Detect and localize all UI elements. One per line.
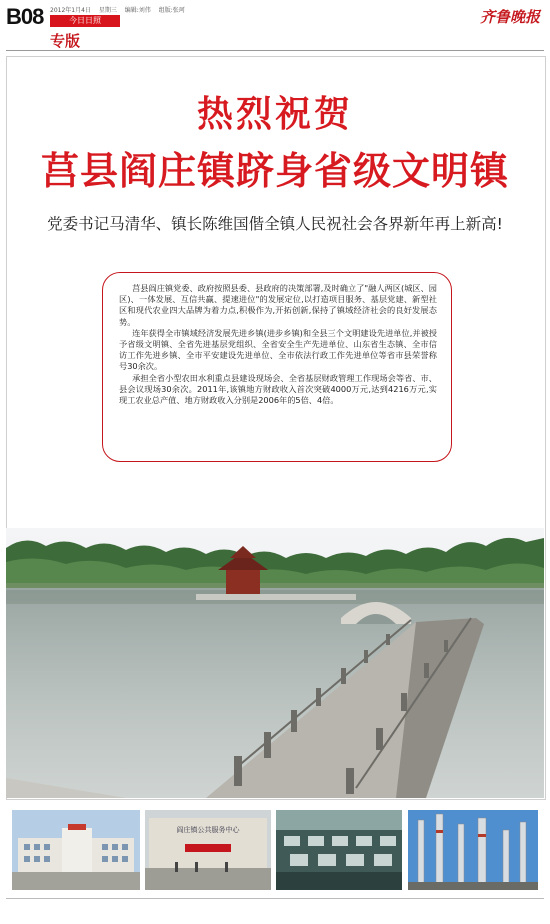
headline-line-1: 热烈祝贺 (196, 94, 353, 135)
intro-text-box (102, 272, 452, 462)
industrial-towers-photo (408, 810, 538, 890)
designer-credit: 组版:张珂 (158, 7, 185, 14)
intro-paragraph: 连年获得全市镇域经济发展先进乡镇(进步乡镇)和全县三个文明建设先进单位,并被授予省级文明镇、全省先进基层党组织、全省安全生产先进单位、山东省生态镇、全市信访工作先进乡镇、全市平安建设先进单位、全市依法行政工作先进单位等省市县荣誉称号30余次。 (119, 327, 437, 372)
section-label: 专版 (50, 32, 81, 50)
building-sign-text: 阎庄镇公共服务中心 (176, 826, 240, 834)
newspaper-logo: 齐鲁晚报 (479, 8, 540, 26)
office-center-photo (145, 810, 271, 890)
header-divider (6, 50, 544, 51)
editor-credit: 编辑:刘伟 (124, 7, 151, 14)
intro-paragraph: 莒县阎庄镇党委、政府按照县委、县政府的决策部署,及时确立了"融人两区(城区、园区)、一体发展、互信共赢、提速进位"的发展定位,以打造项目服务、基层党建、新型社区和现代农业四大品牌为着力点,积极作为,开拓创新,保持了镇域经济社会的良好发展态势。 (119, 283, 437, 327)
intro-paragraph: 承担全省小型农田水利重点县建设现场会、全省基层财政管理工作现场会等省、市、县会议现场30余次。2011年,该镇地方财政收入首次突破4000万元,达到4216万元,实现工农业总产值、地方财政收入分别是2006年的5倍、4倍。 (119, 372, 437, 406)
page-header (0, 0, 550, 52)
page-number: B08 (6, 4, 44, 29)
headline-line-2: 莒县阎庄镇跻身省级文明镇 (40, 149, 509, 193)
column-tag: 今日日照 (50, 15, 120, 27)
headline-subtitle: 党委书记马清华、镇长陈维国偕全镇人民祝社会各界新年再上新高! (47, 215, 503, 233)
issue-weekday: 星期三 (98, 7, 117, 14)
footer-divider (6, 898, 544, 899)
issue-date: 2012年1月4日 (50, 7, 91, 14)
government-building-photo (12, 810, 140, 890)
lake-pavilion-bridge-photo (6, 528, 544, 798)
factory-interior-photo (276, 810, 402, 890)
issue-meta (50, 5, 191, 14)
photo-strip (12, 810, 538, 890)
